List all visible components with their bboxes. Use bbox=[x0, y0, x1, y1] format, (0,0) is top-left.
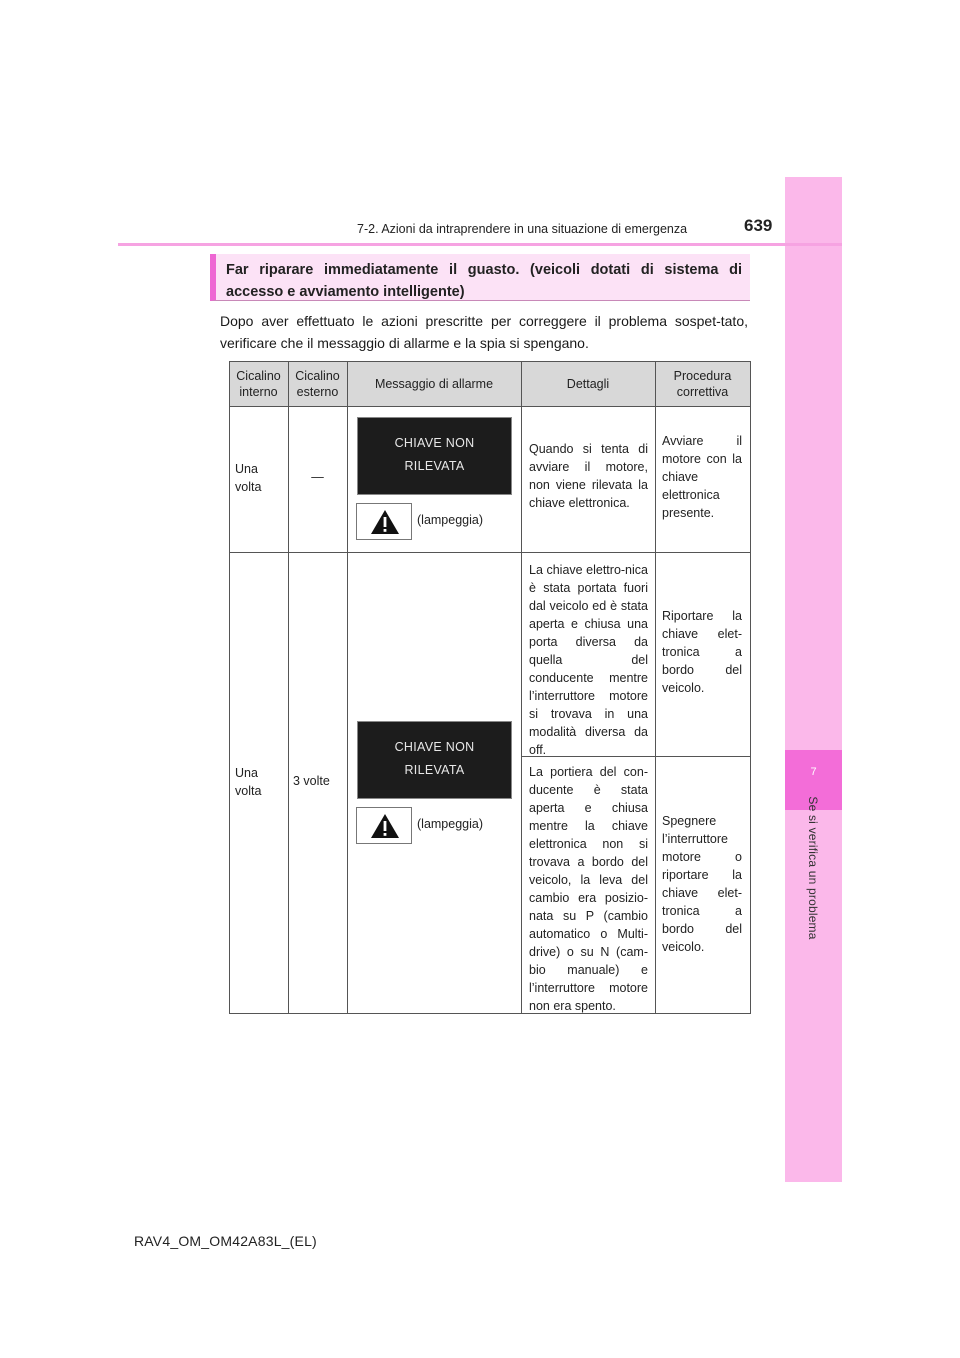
row2-details-b: La portiera del con-ducente è stata aperta e chiusa mentre la chiave elettronica non si trovava a bordo del veicolo, la leva del cambio era posizio-nata su P (cambio automatico o Multi-drive) o su N (cam-bio manuale) e l’interruttore motore non era spento. bbox=[529, 765, 648, 1013]
table-border-right bbox=[750, 361, 751, 1014]
row2-message-line2: RILEVATA bbox=[404, 763, 465, 777]
row1-message-line2: RILEVATA bbox=[404, 459, 465, 473]
row2-warning-display bbox=[357, 721, 512, 799]
header-details: Dettagli bbox=[566, 376, 610, 391]
header-external-buzzer: Cicalino esterno bbox=[295, 368, 340, 399]
section-intro: Dopo aver effettuato le azioni prescritte per correggere il problema sospet-tato, verificare che il messaggio di allarme e la spia si spengano. bbox=[220, 313, 748, 351]
document-code: RAV4_OM_OM42A83L_(EL) bbox=[134, 1233, 317, 1249]
row2-blink-note: (lampeggia) bbox=[417, 817, 484, 831]
table-line bbox=[521, 361, 522, 1014]
warning-triangle-icon bbox=[370, 509, 400, 535]
chapter-tab-band bbox=[785, 177, 842, 1182]
table-border-top bbox=[229, 361, 751, 362]
section-heading: Far riparare immediatamente il guasto. (veicoli dotati di sistema di accesso e avviamento intelligente) bbox=[210, 254, 750, 301]
page-number: 639 bbox=[744, 216, 773, 235]
row2-internal-buzzer: Una volta bbox=[235, 766, 262, 798]
running-header: 7-2. Azioni da intraprendere in una situazione di emergenza bbox=[357, 222, 688, 236]
header-corrective-action: Procedura correttiva bbox=[673, 368, 732, 399]
row1-external-buzzer: — bbox=[311, 470, 324, 484]
row2-details-a: La chiave elettro-nica è stata portata fuori dal veicolo ed è stata aperta e chiusa una porta diversa da quella del conducente mentre l’interruttore motore si trovava in una modalità diversa da off. bbox=[529, 563, 648, 757]
table-line bbox=[229, 406, 751, 407]
row2-corrective-action-b: Spegnere l’interruttore motore o riportare la chiave elet-tronica a bordo del veicolo. bbox=[662, 814, 742, 954]
chapter-label: Se si verifica un problema bbox=[806, 796, 820, 940]
header-warning-message: Messaggio di allarme bbox=[374, 376, 494, 391]
table-border-bottom bbox=[229, 1013, 751, 1014]
table-line bbox=[229, 552, 751, 553]
row1-warning-light bbox=[356, 503, 412, 540]
row2-external-buzzer: 3 volte bbox=[293, 774, 330, 788]
row2-message-line1: CHIAVE NON bbox=[394, 740, 475, 754]
row1-blink-note: (lampeggia) bbox=[417, 513, 484, 527]
table-line bbox=[288, 361, 289, 1014]
row1-internal-buzzer: Una volta bbox=[235, 462, 262, 494]
row1-warning-display bbox=[357, 417, 512, 495]
header-rule bbox=[118, 243, 842, 246]
row2-corrective-action-a: Riportare la chiave elet-tronica a bordo del veicolo. bbox=[662, 609, 742, 695]
table-line bbox=[347, 361, 348, 1014]
table-line bbox=[229, 361, 230, 1014]
row1-message-line1: CHIAVE NON bbox=[394, 436, 475, 450]
row1-details: Quando si tenta di avviare il motore, non viene rilevata la chiave elettronica. bbox=[529, 442, 648, 510]
table-line bbox=[655, 361, 656, 1014]
header-internal-buzzer: Cicalino interno bbox=[236, 368, 281, 399]
row1-corrective-action: Avviare il motore con la chiave elettronica presente. bbox=[662, 434, 742, 520]
chapter-number: 7 bbox=[810, 766, 817, 778]
row2-warning-light bbox=[356, 807, 412, 844]
warning-triangle-icon bbox=[370, 813, 400, 839]
